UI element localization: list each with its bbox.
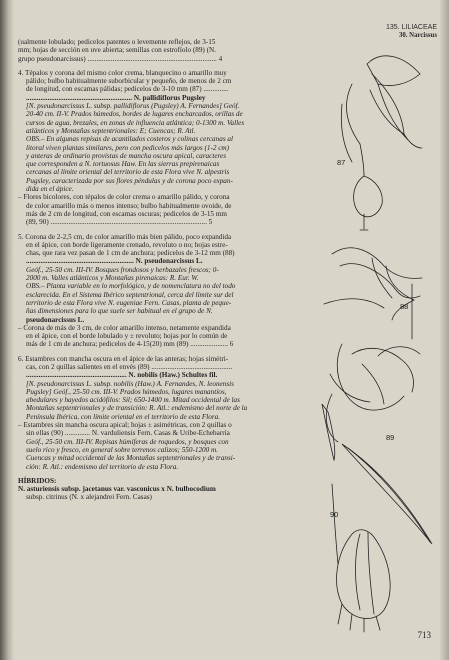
figure-label-87: 87: [337, 158, 346, 167]
text-line: territorio de esta Flora vive N. eugeniae Fern. Casas, planta de peque-: [26, 298, 232, 307]
taxon-name: sin ellas (90) .............. N. varduliensis Fern. Casas & Uribe-Echebarría: [26, 429, 230, 438]
figure-87-flower: [341, 56, 422, 230]
text-line: chas, que rara vez pasan de 1 cm de anchura; pedicelos de 3-12 mm (88): [26, 249, 235, 258]
text-line: Geóf., 25-50 cm. III-IV. Repisas húmíferas de roquedos, y bosques con: [26, 437, 229, 446]
text-line: Geóf., 25-50 cm. III-IV. Bosques frondosos y herbazales frescos; 0-: [26, 265, 219, 274]
taxon-name: ........................................................ N. nobilis (Haw.) Schultes fil.: [26, 371, 218, 380]
text-line: de color amarillo más o menos intenso; bulbo habitualmente ovoide, de: [26, 201, 232, 210]
text-line: grupo pseudonarcissus) ........................................................................ 4: [18, 54, 223, 63]
text-line: (89, 90) ....................................................................................... 5: [26, 218, 213, 227]
text-line: litoral viven plantas similares, pero con pedicelos más largos (1-2 cm): [26, 143, 230, 152]
text-line: Cuencas y mitad occidental de las Montañas septentrionales y de transi-: [26, 454, 236, 463]
text-line: cursos de agua, brezales, en zonas de influencia atlántica; 0-1300 m. Valles: [26, 118, 245, 127]
figure-90-leaf: [332, 444, 432, 564]
figure-label-90: 90: [330, 510, 339, 519]
figure-88-flower: [324, 248, 422, 339]
text-line: en el ápice, con borde ligeramente crenado, revoluto o no; hojas estre-: [26, 240, 228, 249]
key-item-5: 5. Corona de 2-2,5 cm, de color amarillo más bien pálido, poco expandida: [18, 232, 232, 241]
text-line: ción: R. Atl.: endemismo del territorio de esta Flora.: [26, 462, 179, 471]
text-line: abedulares y hayedos acidófilos: Sil; 650-1400 m. Mitad occidental de las: [26, 396, 240, 405]
text-line: más de 2 cm de longitud, con escamas oscuras; pedicelos de 3-15 mm: [26, 209, 227, 218]
figure-90-bulb: [337, 530, 391, 632]
text-line: pseudonarcissus L.: [26, 315, 85, 324]
key-item-5b: – Corona de más de 3 cm, de color amarillo intenso, netamente expandida: [18, 323, 231, 332]
taxon-name: ........................................................... N. pallidiflorus Pugsley: [26, 93, 206, 102]
obs-note: OBS.– En algunas repisas de acantilados costeros y colinas cercanas al: [26, 135, 234, 144]
text-line: que corresponden a N. tortuosus Haw. En las sierras prepirenaicas: [26, 160, 220, 169]
text-line: [N. pseudonarcissus L. subsp. pallidiflorus (Pugsley) A. Fernandes] Geóf.: [26, 102, 240, 111]
key-item-4: 4. Tépalos y corona del mismo color crema, blanquecino o amarillo muy: [18, 68, 227, 77]
narcissus-illustrations: [312, 44, 440, 634]
taxon-name: ............................................................ N. pseudonarcissus L.: [26, 257, 203, 266]
text-line: (ualmente lobulado; pedicelos patentes o levemente reflejos, de 3-15: [18, 38, 216, 46]
obs-note: OBS.– Planta variable en lo morfológico, y de nomenclatura no del todo: [26, 282, 236, 291]
text-line: de longitud, con escamas pálidas; pedicelos de 3-10 mm (87) ..............: [26, 85, 229, 94]
text-line: mm; hojas de sección en uve abierta; semillas con estrofíolo (89) (N.: [18, 46, 216, 55]
hybrids-heading: HÍBRIDOS:: [18, 476, 57, 485]
text-column: [18, 38, 308, 502]
figure-89-flower: [326, 344, 420, 442]
text-line: esclarecida. En el Sistema Ibérico septentrional, cerca del límite sur del: [26, 290, 234, 299]
text-line: 20-40 cm. II-V. Prados húmedos, bordes de lugares encharcados, orillas de: [26, 110, 243, 119]
hybrid-line: N. asturiensis subsp. jacetanus var. vasconicus x N. bulbocodium: [18, 485, 216, 494]
text-line: atlánticos y Montañas septentrionales: E; Cuencas; R. Atl.: [26, 126, 196, 135]
text-line: [N. pseudonarcissus L. subsp. nobilis (Haw.) A. Fernandes, N. leonensis: [26, 379, 234, 388]
text-line: cas, con 2 quillas salientes en el envés (89) .............................................: [26, 362, 233, 371]
key-item-6b: – Estambres sin mancha oscura apical; hojas ± asimétricas, con 2 quillas o: [18, 421, 232, 430]
hybrid-line: subsp. citrinus (N. x alejandrei Fern. Casas): [26, 493, 152, 502]
text-line: y anteras de ordinario provistas de mancha oscura apical, caracteres: [26, 151, 227, 160]
text-line: cercanas al límite oriental del territorio de esta Flora vive N. alpestris: [26, 168, 230, 177]
text-line: Península Ibérica, con límite oriental en el territorio de esta Flora.: [26, 412, 221, 421]
text-line: 2000 m. Valles atlánticos y Montañas pirenaicas: R. Eur. W.: [26, 274, 199, 283]
text-line: Pugsley] Geóf., 25-50 cm. III-V. Prados húmedos, lugares manantíos,: [26, 387, 227, 396]
key-item-6: 6. Estambres con mancha oscura en el ápice de las anteras; hojas simétri-: [18, 354, 229, 363]
text-line: Montañas septentrionales y de transición: R. Atl.: endemismo del norte de la: [26, 404, 248, 413]
figure-89-leaf: [322, 404, 335, 460]
page-number: 713: [417, 630, 431, 640]
genus-header: 30. Narcissus: [398, 32, 437, 39]
family-header: 135. LILIACEAE: [386, 24, 437, 31]
text-line: más de 1 cm de anchura; pedicelos de 4-15(20) mm (89) ..................... 6: [26, 340, 234, 349]
text-line: Pugsley, caracterizada por sus flores péndulas y de corona poco expan-: [26, 176, 233, 185]
text-line: pálido; bulbo habitualmente suborbicular y pequeño, de menos de 2 cm: [26, 77, 232, 86]
text-line: suelo rico y fresco, en general sobre terrenos calizos; 550-1200 m.: [26, 445, 219, 454]
text-line: ñas dimensiones para lo que suele ser habitual en el grupo de N.: [26, 307, 213, 316]
text-line: dida en el ápice.: [26, 185, 74, 194]
figure-label-89: 89: [386, 433, 395, 442]
running-header: [386, 24, 437, 40]
text-line: en el ápice, con el borde lobulado y ± revoluto; hojas por lo común de: [26, 332, 228, 341]
key-item-4b: – Flores bicolores, con tépalos de color crema o amarillo pálido, y corona: [18, 193, 230, 202]
figure-label-88: 88: [400, 302, 409, 311]
